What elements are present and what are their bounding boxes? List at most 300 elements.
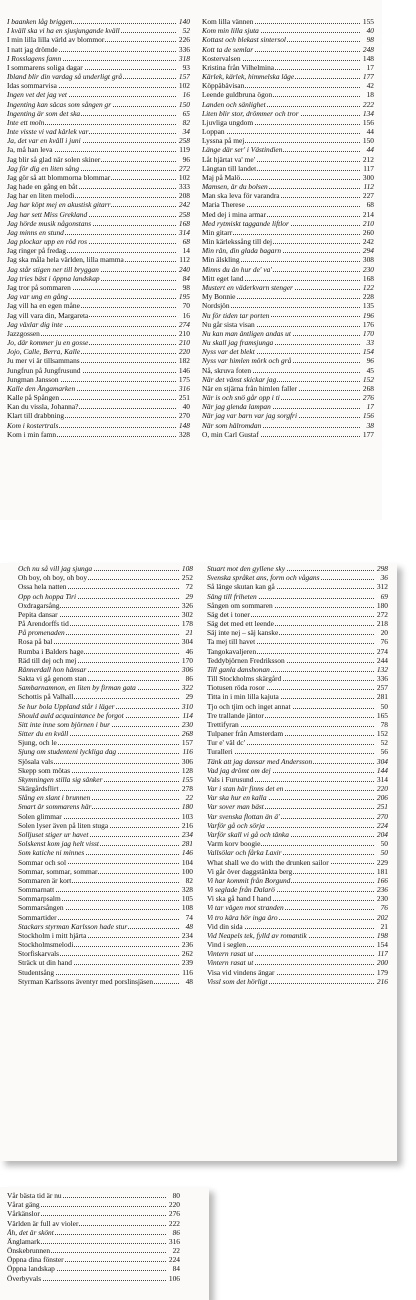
index-entry [202,63,374,72]
page-number: 228 [362,292,374,302]
index-entry [207,738,388,747]
index-entry [7,26,190,35]
song-title: Jungfrun på Jungfrusund [7,365,81,375]
index-entry [18,802,193,811]
index-entry [7,1200,180,1209]
song-title: Sambarnamnon, en liten by firman gata [18,683,136,693]
index-entry [18,601,193,610]
song-title: Var sover man bäst [207,802,264,812]
song-title: Vi har kommit från Borgund [207,875,291,885]
page-number: 166 [376,875,388,885]
index-entry [207,830,388,839]
index-entry [7,118,190,127]
song-title: Skärgårdsflirt [18,784,59,794]
page-number: 244 [376,655,388,665]
page-number: 29 [185,591,193,601]
song-title: Stuart mot den gyllene sky [207,564,285,573]
song-title: Jojo, Calle, Berra, Kalle [7,347,81,357]
page-number: 304 [181,637,193,647]
song-title: Vind i seglen [207,940,246,950]
song-title: My Bonnie [202,292,236,302]
song-title: Vintern rasat ut [207,949,254,959]
index-entry [202,366,374,375]
page-number: 33 [366,338,374,348]
song-title: Slång en slant i brunnen [18,793,91,803]
index-entry [7,1246,180,1255]
song-title: Jag hörde musik någonstans [7,218,92,228]
song-title: Vi går över daggstänkta berg [207,866,293,876]
index-entry [207,647,388,656]
song-title: Sträck ut din hand [18,958,72,968]
page-number: 98 [182,282,190,292]
song-title: Åh, det är skönt [7,1227,54,1237]
index-entry [18,674,193,683]
page-number: 328 [178,429,190,439]
page-number: 218 [376,619,388,629]
song-title: Mustert en väderkvarn stenger [202,282,293,292]
index-entry [7,72,190,81]
song-title: I Rosslagens famn [7,53,62,63]
index-entry [7,228,190,237]
page-number: 242 [362,237,374,247]
song-title: Ingenting kan säcas som sången gr [7,99,112,109]
index-entry [18,885,193,894]
index-entry [7,219,190,228]
page-number: 302 [181,609,193,619]
page-number: 22 [172,1246,180,1256]
page-number: 195 [178,292,190,302]
index-entry [202,17,374,26]
page-number: 150 [362,136,374,146]
page-number: 200 [376,958,388,968]
index-entry [202,136,374,145]
page-number: 196 [362,310,374,320]
page-number: 69 [380,591,388,601]
page-number: 76 [380,903,388,913]
page-number: 262 [181,949,193,959]
page-number: 272 [376,609,388,619]
song-title: Med dej i mina armar [202,209,267,219]
song-title: Mamsen, är du bolsen [202,182,268,192]
page-number: 154 [362,347,374,357]
song-title: När som hälromdan [202,420,262,430]
page-number: 236 [181,940,193,950]
index-entry [7,283,190,292]
page-number: 177 [362,429,374,439]
page-number: 65 [182,108,190,118]
page-number: 306 [181,664,193,674]
song-title: Öppna dina fönster [7,1255,64,1265]
song-title: Världen är full av violer [7,1218,79,1228]
page-number: 80 [172,1191,180,1200]
index-entry [202,219,374,228]
song-title: I sommarens soliga dagar [7,62,83,72]
page-number: 314 [376,774,388,784]
index-entry [207,656,388,665]
index-entry [18,821,193,830]
index-entry [202,210,374,219]
index-entry [202,421,374,430]
index-entry [202,347,374,356]
page-number: 56 [380,747,388,757]
page-number: 294 [362,246,374,256]
song-title: Vårat gäng [7,1200,40,1210]
song-title: Jag står stigen ner till bryggan [7,264,99,274]
page-number: 17 [366,62,374,72]
page-number: 157 [181,738,193,748]
index-entry [18,711,193,720]
index-entry [202,246,374,255]
index-entry [18,692,193,701]
song-title: Sitter du en kväll [18,729,69,739]
song-title: Vårkänslor [7,1209,40,1219]
page-number: 96 [182,154,190,164]
page-number: 20 [380,628,388,638]
song-title: Låt hjärtat va' me' [202,154,255,164]
index-entry [18,573,193,582]
page-number: 298 [376,564,388,573]
index-entry [18,867,193,876]
song-title: Jag för dig en liten sång [7,163,80,173]
index-entry [7,200,190,209]
index-entry [7,430,190,439]
page-number: 156 [362,117,374,127]
index-entry [18,958,193,967]
song-title: Leende guldbruna ögon [202,90,273,100]
index-entry [207,876,388,885]
index-entry [207,858,388,867]
index-entry [18,949,193,958]
page-number: 258 [178,136,190,146]
index-entry [18,894,193,903]
song-title: Oh boy, oh boy, oh boy [18,573,88,583]
page-number: 300 [362,172,374,182]
page-number: 198 [376,930,388,940]
song-title: Ljuvliga ungdom [202,117,254,127]
song-title: Vintern rasat ut [207,958,254,968]
page-number: 157 [178,72,190,82]
page-number: 104 [181,857,193,867]
song-title: Tre trallande jäntor [207,710,264,720]
page-number: 276 [168,1209,180,1219]
page-number: 21 [185,628,193,638]
song-title: Till Stockholms skärgård [207,674,282,684]
song-title: Solskenst kom jag helt visst [18,839,99,849]
index-entry [7,1274,180,1283]
index-entry [7,421,190,430]
index-entry [207,922,388,931]
song-title: Kom min lilla sjuta [202,26,259,36]
page-number: 257 [376,683,388,693]
page-number: 268 [362,383,374,393]
index-entry [207,610,388,619]
page-number: 226 [178,35,190,45]
page-number: 252 [181,573,193,583]
page-number: 239 [181,958,193,968]
index-entry [202,430,374,439]
page-number: 222 [362,99,374,109]
song-title: Nå, skruva foten [202,365,252,375]
index-entry [202,118,374,127]
song-title: Sjung om studenteni lyckliga dag [18,747,117,757]
song-title: Loppan [202,127,225,137]
song-title: Var i stan här finns det en [207,784,284,794]
song-title: Säj inte nej – säj kanske [207,628,279,638]
song-title: Varför skall vi gå och tänka [207,829,289,839]
song-title: Vissl som det hörligt [207,976,268,986]
song-title: Ossa hela natten [18,582,67,592]
page-number: 119 [179,145,190,155]
page-number: 306 [181,756,193,766]
index-entry [202,81,374,90]
index-entry [207,839,388,848]
song-title: Säg det med ett leende [207,619,274,629]
index-entry [18,656,193,665]
index-entry [7,90,190,99]
page-number: 40 [366,26,374,36]
index-entry [7,1237,180,1246]
index-entry [7,237,190,246]
index-entry [207,958,388,967]
index-entry [202,301,374,310]
song-title: Varför gå och sörja [207,820,265,830]
page-number: 152 [376,729,388,739]
song-title: Titta in i min lilla kajuta [207,692,279,702]
song-title: Visa vid vindens ängar [207,967,275,977]
page-number: 52 [380,738,388,748]
index-entry [7,366,190,375]
page-number: 103 [181,811,193,821]
page-number: 84 [182,273,190,283]
song-title: Säng till friheten [207,591,257,601]
song-title: Nyss var himlen mörk och grå [202,356,292,366]
song-title: O, min Carl Gustaf [202,429,259,439]
song-title: Man ska leva för varandra [202,191,280,201]
index-entry [18,582,193,591]
page-number: 281 [376,692,388,702]
page-number: 268 [181,729,193,739]
index-entry [207,702,388,711]
page-number: 178 [181,619,193,629]
page-number: 224 [376,820,388,830]
song-title: Jag ringer på fredag [7,246,66,256]
page-number: 132 [376,664,388,674]
song-title: Inte ett moln [7,117,45,127]
page-number: 16 [182,310,190,320]
song-title: Tangokavaljeren [207,646,257,656]
page-number: 117 [377,949,388,959]
index-entry [207,867,388,876]
page-number: 308 [362,255,374,265]
index-entry [207,968,388,977]
page-number: 146 [181,848,193,858]
page-number: 122 [362,282,374,292]
song-title: Sjösala vals [18,756,54,766]
index-page-1 [0,0,382,520]
page-number: 150 [178,99,190,109]
index-entry [18,747,193,756]
index-entry [18,968,193,977]
page-number: 170 [362,328,374,338]
index-entry [18,940,193,949]
index-entry [7,63,190,72]
index-entry [18,812,193,821]
song-title: Min rän, din glada bagarn [202,246,282,256]
song-title: Vid din sida [207,921,243,931]
page-number: 68 [366,200,374,210]
page-number: 46 [185,646,193,656]
page-number: 212 [362,154,374,164]
index-entry [18,848,193,857]
song-title: Min kärlekssång till dej [202,237,272,247]
page-number: 86 [172,1227,180,1237]
index-entry [202,145,374,154]
index-entry [207,784,388,793]
page-number: 336 [376,674,388,684]
page-number: 281 [181,839,193,849]
song-title: Jag blir så glad när solen skiner [7,154,101,164]
index-entry [202,283,374,292]
index-entry [18,858,193,867]
page-number: 93 [182,62,190,72]
index-entry [207,812,388,821]
page-number: 182 [178,356,190,366]
page-number: 82 [185,875,193,885]
page-number: 336 [178,44,190,54]
page-number: 234 [181,930,193,940]
index-entry [207,601,388,610]
index-entry [202,320,374,329]
song-title: När en stjärna från himlen faller [202,383,298,393]
page-number: 114 [182,710,193,720]
song-title: Sommarnatt [18,885,55,895]
song-title: Jag tror på sommaren [7,282,71,292]
index-entry [207,848,388,857]
page-number: 34 [182,127,190,137]
index-entry [202,338,374,347]
song-title: Ingenting är som det ska [7,108,81,118]
page-number: 148 [362,53,374,63]
song-title: Var svenska flottan än ä' [207,811,280,821]
index-entry [7,45,190,54]
song-title: Öppna landskap [7,1264,55,1274]
page-number: 234 [181,829,193,839]
page-number: 82 [182,117,190,127]
song-title: Nu kan man äntligen andas ut [202,328,291,338]
index-entry [207,885,388,894]
song-title: Säg det i toner [207,609,250,619]
index-entry [207,766,388,775]
song-title: I natt jag drömde [7,44,58,54]
page-number: 230 [362,264,374,274]
index-entry [202,191,374,200]
song-title: Kom i kostertrals [7,420,59,430]
song-title: Kärlek, kärlek, himmelska läge [202,72,295,82]
index-entry [18,665,193,674]
page-number: 105 [181,894,193,904]
song-title: Var ska hur en kalla [207,793,267,803]
index-entry [202,54,374,63]
song-title: Rumba i Balders hage [18,646,84,656]
index-entry [7,109,190,118]
song-title: What shall we do with the drunken sailor [207,857,329,867]
song-title: Kalle den Ängamarken [7,383,76,393]
page-number: 168 [362,273,374,283]
song-title: Jag minns en stund [7,227,64,237]
index-entry [202,100,374,109]
song-title: Ju mer vi är tillsammans [7,356,80,366]
song-title: Tänk att jag dansar med Andersson [207,756,313,766]
index-entry [7,1264,180,1273]
song-title: Maj på Malö [202,172,241,182]
page-number: 156 [362,411,374,421]
index-entry [207,931,388,940]
song-title: Vid Neapels tek, fylld av romantik [207,930,307,940]
page-number: 68 [182,237,190,247]
page-number: 276 [362,393,374,403]
index-entry [18,775,193,784]
song-title: Solljuset stiger ur havet [18,829,89,839]
song-title: Längtan till landet [202,163,257,173]
song-title: Nordsjön [202,301,230,311]
index-entry [7,393,190,402]
page-number: 148 [178,420,190,430]
index-entry [207,592,388,601]
index-entry [207,692,388,701]
page-number: 230 [376,894,388,904]
page-number: 202 [376,912,388,922]
song-title: Ta mej till havet [207,637,256,647]
song-title: Sommar och sol [18,857,67,867]
index-entry [207,913,388,922]
index-entry [18,839,193,848]
page-number: 278 [181,784,193,794]
song-title: Landen och sänlighet [202,99,266,109]
index-entry [207,757,388,766]
page-number: 29 [185,692,193,702]
song-title: Sommaren är kort [18,875,72,885]
song-title: Vi seglade från Dalarö [207,885,275,895]
index-entry [18,738,193,747]
song-title: Opp och hoppa Tiri [18,591,77,601]
song-title: Till ganla danshonan [207,664,270,674]
index-entry [207,747,388,756]
song-title: Sjung, och le [18,738,57,748]
index-entry [7,100,190,109]
index-entry [202,173,374,182]
song-title: Länge där ser' i Västindien [202,145,283,155]
index-entry [18,903,193,912]
index-page-2 [0,563,397,1161]
song-title: Trettifyran [207,719,239,729]
index-entry [202,200,374,209]
index-entry [18,913,193,922]
page-number: 50 [380,839,388,849]
page-number: 270 [376,811,388,821]
page-number: 72 [185,582,193,592]
song-title: Smart är sommarens här [18,802,92,812]
song-title: Jazzgossen [7,328,40,338]
index-entry [7,265,190,274]
index-entry [18,610,193,619]
page-number: 177 [362,72,374,82]
page-number: 50 [380,701,388,711]
page-number: 134 [362,108,374,118]
song-title: Studentsång [18,967,55,977]
index-entry [202,402,374,411]
song-title: När jag var barn var jag sorgfri [202,411,297,421]
index-entry [202,384,374,393]
